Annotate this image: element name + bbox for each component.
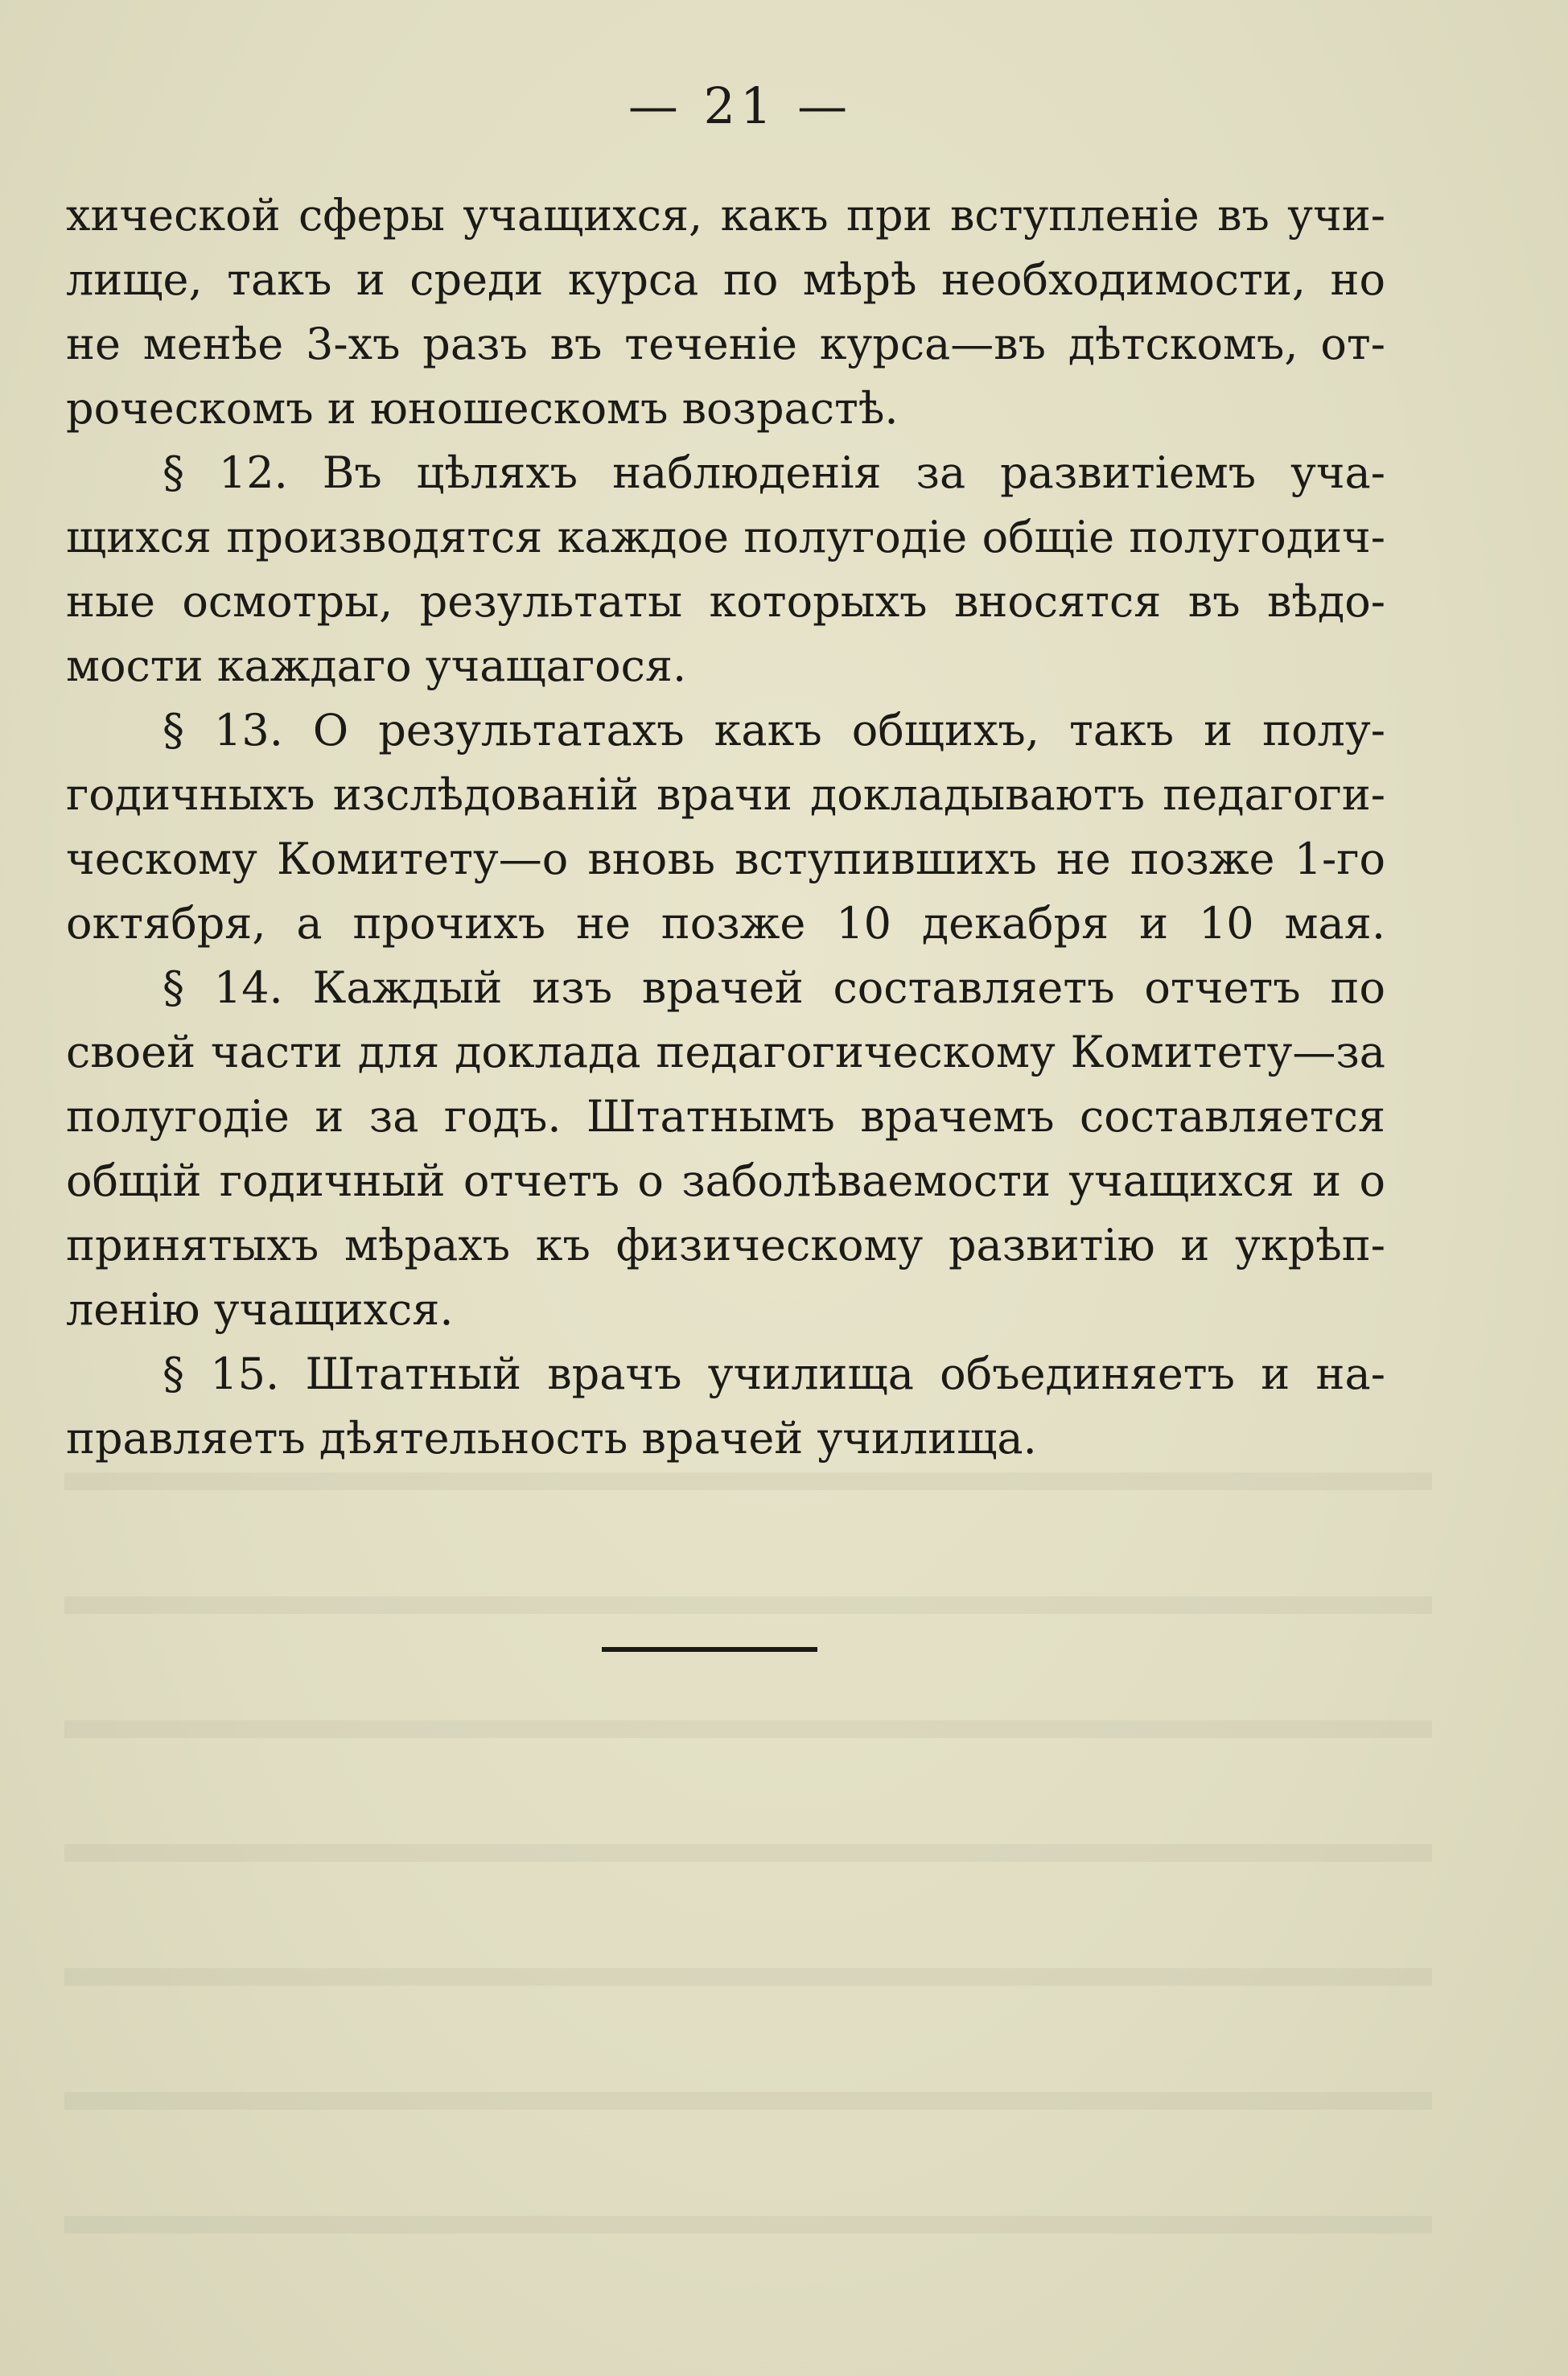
paragraph-15-start: § 15. Штатный врачъ училища объединяетъ и на- [163, 1349, 1385, 1399]
text-line: лище, такъ и среди курса по мѣрѣ необходимости, но [66, 254, 1385, 305]
text-line: октября, а прочихъ не позже 10 декабря и 10 мая. [66, 898, 1385, 949]
text-line: своей части для доклада педагогическому Комитету—за [66, 1027, 1385, 1077]
paragraph-13-start: § 13. О результатахъ какъ общихъ, такъ и полу- [163, 705, 1385, 756]
text-line: роческомъ и юношескомъ возрастѣ. [66, 383, 899, 434]
text-line: ленію учащихся. [66, 1284, 454, 1335]
text-line: ческому Комитету—о вновь вступившихъ не позже 1-го [66, 834, 1385, 884]
text-line: полугодіе и за годъ. Штатнымъ врачемъ составляется [66, 1091, 1385, 1142]
text-line: хической сферы учащихся, какъ при вступленіе въ учи- [66, 190, 1385, 241]
text-line: щихся производятся каждое полугодіе общіе полугодич- [66, 512, 1385, 562]
show-through-texture [64, 1440, 1432, 2164]
text-line: мости каждаго учащагося. [66, 640, 687, 691]
body-text [66, 183, 1385, 1471]
text-line: общій годичный отчетъ о заболѣваемости учащихся и о [66, 1155, 1385, 1206]
text-line: принятыхъ мѣрахъ къ физическому развитію и укрѣп- [66, 1220, 1385, 1270]
text-line: правляетъ дѣятельность врачей училища. [66, 1413, 1037, 1464]
text-line: ные осмотры, результаты которыхъ вносятся въ вѣдо- [66, 576, 1385, 627]
paragraph-12-start: § 12. Въ цѣляхъ наблюденія за развитіемъ уча- [163, 447, 1385, 498]
text-line: годичныхъ изслѣдованій врачи докладываютъ педагоги- [66, 769, 1385, 820]
paragraph-14-start: § 14. Каждый изъ врачей составляетъ отчетъ по [163, 962, 1385, 1013]
page-number: — 21 — [628, 76, 853, 135]
text-line: не менѣе 3-хъ разъ въ теченіе курса—въ дѣтскомъ, от- [66, 319, 1385, 369]
